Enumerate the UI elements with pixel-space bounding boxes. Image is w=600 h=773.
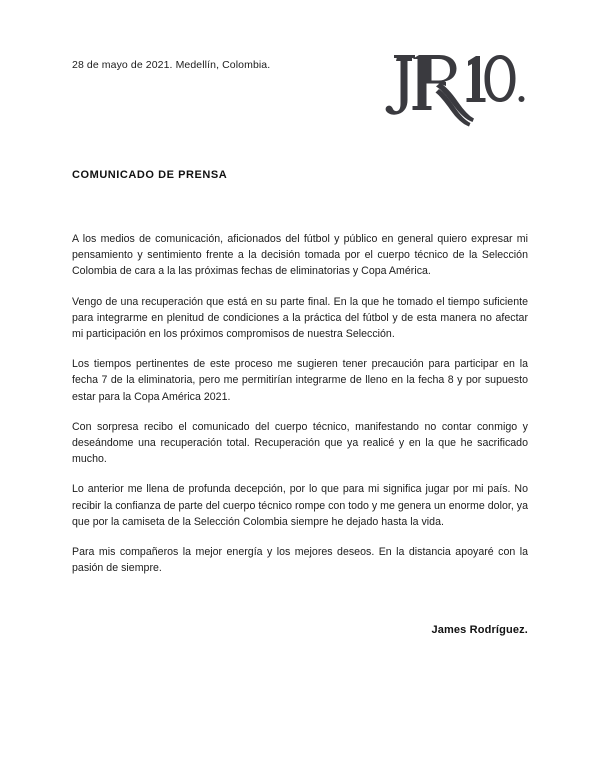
body-paragraph: Lo anterior me llena de profunda decepción, por lo que para mi significa jugar por mi país. No recibir la confianza de parte del cuerpo técnico rompe con todo y me genera un enorme dolor, ya que por la camiseta de la Selección Colombia siempre he dejado hasta la vida. (72, 483, 528, 528)
document-header (0, 0, 600, 150)
body-paragraph: A los medios de comunicación, aficionados del fútbol y público en general quiero expresar mi pensamiento y sentimiento frente a la decisión tomada por el cuerpo técnico de la Selección Colombia de cara a la las próximas fechas de eliminatorias y Copa América. (72, 233, 528, 278)
jr10-monogram-logo (380, 46, 525, 128)
body-paragraph: Para mis compañeros la mejor energía y los mejores deseos. En la distancia apoyaré con la pasión de siempre. (72, 546, 528, 575)
page-title: COMUNICADO DE PRENSA (72, 169, 228, 181)
body-paragraph: Los tiempos pertinentes de este proceso me sugieren tener precaución para participar en la fecha 7 de la eliminatoria, pero me permitirían integrarme de lleno en la fecha 8 y por supuesto estar para la Copa América 2021. (72, 358, 528, 403)
signature-name: James Rodríguez. (431, 624, 528, 636)
body-paragraph: Con sorpresa recibo el comunicado del cuerpo técnico, manifestando no contar conmigo y deseándome una recuperación total. Recuperación que ya realicé y en la que he sacrificado mucho. (72, 420, 528, 466)
body-paragraph: Vengo de una recuperación que está en su parte final. En la que he tomado el tiempo suficiente para integrarme en plenitud de condiciones a la práctica del fútbol y de esta manera no afectar mi participación en los próximos compromisos de nuestra Selección. (72, 295, 528, 341)
document-body (72, 231, 528, 576)
date-location-line: 28 de mayo de 2021. Medellín, Colombia. (72, 59, 271, 71)
